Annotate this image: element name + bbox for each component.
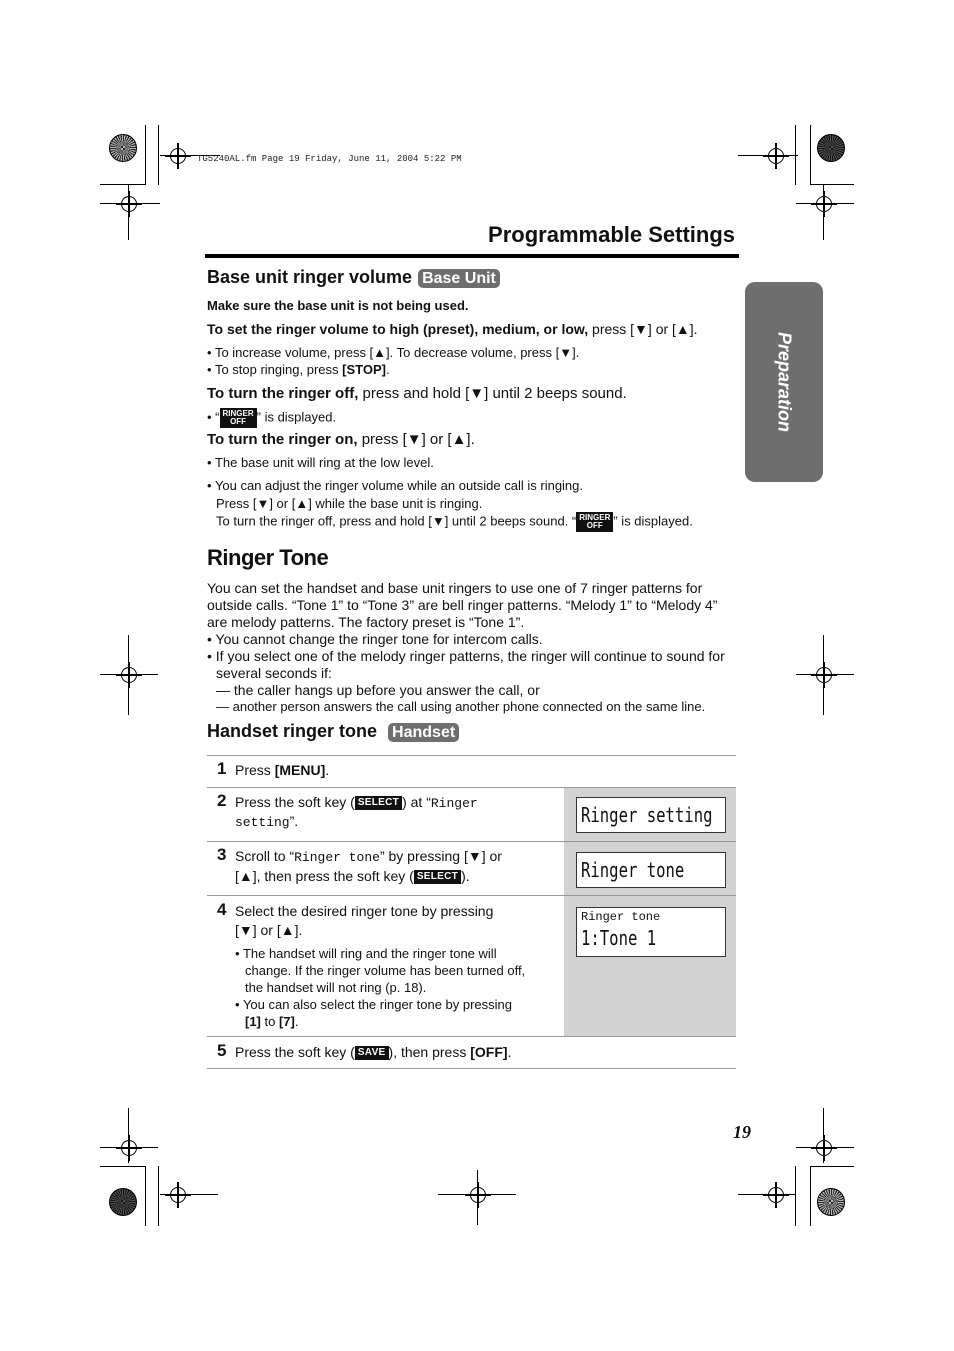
step-4-text-cont: [▼] or [▲]. <box>235 922 303 938</box>
display-line: Ringer tone <box>581 858 685 882</box>
step-4-bullet: • You can also select the ringer tone by pressing <box>235 997 513 1012</box>
heading-text: Base unit ringer volume <box>207 267 413 287</box>
ringer-off-display-icon <box>220 408 257 428</box>
step-2-text <box>235 793 478 813</box>
text: ”. <box>289 813 299 829</box>
ringer-off-display-icon <box>576 512 613 532</box>
text: ), then press <box>388 1044 467 1060</box>
text: Press <box>235 762 271 778</box>
ringer-tone-para-line: are melody patterns. The factory preset is “Tone 1”. <box>207 614 525 630</box>
bullet-adjust: • You can adjust the ringer volume while an outside call is ringing. <box>207 478 584 493</box>
bullet-text: You can adjust the ringer volume while an outside call is ringing. <box>214 478 584 493</box>
title-rule <box>205 254 739 258</box>
text: ” is displayed. <box>613 513 693 529</box>
registration-mark-icon <box>768 1187 784 1203</box>
bullet-stop: • To stop ringing, press [STOP]. <box>207 362 390 377</box>
icon-line: OFF <box>586 521 603 530</box>
display-line-small: Ringer tone <box>581 910 661 924</box>
bullet-text: You cannot change the ringer tone for intercom calls. <box>215 631 543 647</box>
text: ” by pressing [▼] or <box>379 848 502 864</box>
registration-dial-icon <box>109 134 137 162</box>
instruction-rest: press [▼] or [▲]. <box>361 431 475 448</box>
step-1-text <box>235 761 329 779</box>
bullet-text: If you select one of the melody ringer patterns, the ringer will continue to sound for <box>215 648 725 664</box>
bullet-melody: • If you select one of the melody ringer patterns, the ringer will continue to sound for <box>207 648 725 664</box>
off-key: [OFF] <box>470 1044 508 1060</box>
lcd-text: setting <box>235 815 290 830</box>
text: Scroll to “ <box>235 848 295 864</box>
step-number: 2 <box>217 791 227 810</box>
adjust-line-2: Press [▼] or [▲] while the base unit is ringing. <box>216 496 483 511</box>
bullet-low-level: • The base unit will ring at the low level. <box>207 455 434 470</box>
bullet-text: You can also select the ringer tone by pressing <box>242 997 513 1012</box>
registration-mark-icon <box>816 196 832 212</box>
step-number: 4 <box>217 900 227 919</box>
step-5-text <box>235 1043 511 1061</box>
step-4-bullet-cont: the handset will not ring (p. 18). <box>245 980 427 995</box>
adjust-line-3 <box>216 512 693 532</box>
handset-ringer-heading <box>207 721 459 742</box>
dash-item: — the caller hangs up before you answer the call, or <box>216 682 540 698</box>
select-softkey-icon: SELECT <box>414 870 461 884</box>
registration-mark-icon <box>121 196 137 212</box>
instruction-rest: press [▼] or [▲]. <box>592 321 698 337</box>
instruction-bold: To turn the ringer on, <box>207 431 358 448</box>
page-title: Programmable Settings <box>488 222 735 247</box>
step-3-text <box>235 847 502 867</box>
step-4-bullet: • The handset will ring and the ringer tone will <box>235 946 497 961</box>
text: Press the soft key ( <box>235 794 355 810</box>
dash-item: — another person answers the call using another phone connected on the same line. <box>216 699 706 714</box>
bullet-ringer-off-displayed: • “ RINGER OFF ” is displayed. <box>207 409 337 426</box>
text: ). <box>461 868 470 884</box>
text: . <box>325 762 330 778</box>
step-4-text: Select the desired ringer tone by pressing <box>235 903 494 919</box>
bullet-text: To increase volume, press [▲]. To decrease volume, press [▼]. <box>214 345 580 360</box>
text: . <box>294 1014 299 1029</box>
handset-badge: Handset <box>388 723 459 742</box>
row-rule <box>207 841 736 842</box>
select-softkey-icon: SELECT <box>355 796 402 810</box>
set-volume-instruction <box>207 320 698 338</box>
handset-display <box>576 907 726 957</box>
registration-mark-icon <box>121 1140 137 1156</box>
step-4-bullet-cont <box>245 1013 298 1030</box>
section-tab-label: Preparation <box>774 331 795 433</box>
print-header: TG5240AL.fm Page 19 Friday, June 11, 2004 5:22 PM <box>197 154 462 164</box>
stop-key: [STOP] <box>342 362 386 377</box>
step-number: 3 <box>217 845 227 864</box>
row-rule <box>207 787 736 788</box>
page-number: 19 <box>733 1122 751 1142</box>
text: . <box>507 1044 512 1060</box>
save-softkey-icon: SAVE <box>355 1046 389 1060</box>
handset-display <box>576 852 726 888</box>
ringer-tone-para-line: outside calls. “Tone 1” to “Tone 3” are bell ringer patterns. “Melody 1” to “Melody 4” <box>207 597 718 613</box>
registration-mark-icon <box>121 667 137 683</box>
icon-line: RINGER <box>222 409 254 418</box>
bullet-text: The handset will ring and the ringer tone will <box>242 946 497 961</box>
registration-mark-icon <box>816 1140 832 1156</box>
registration-dial-icon <box>109 1188 137 1216</box>
key-1: [1] <box>245 1014 261 1029</box>
bullet-text: The base unit will ring at the low level. <box>214 455 434 470</box>
make-sure-note: Make sure the base unit is not being used. <box>207 298 469 313</box>
registration-dial-icon <box>817 134 845 162</box>
instruction-bold: To turn the ringer off, <box>207 385 359 402</box>
text: Press the soft key ( <box>235 1044 355 1060</box>
bullet-intercom: • You cannot change the ringer tone for intercom calls. <box>207 631 543 647</box>
ringer-off-instruction <box>207 384 627 403</box>
row-rule <box>207 755 736 756</box>
instruction-rest: press and hold [▼] until 2 beeps sound. <box>362 385 627 402</box>
section-tab <box>745 282 823 482</box>
bullet-melody-cont: several seconds if: <box>216 665 332 681</box>
lcd-text: Ringer <box>430 796 478 811</box>
registration-mark-icon <box>170 148 186 164</box>
registration-mark-icon <box>768 148 784 164</box>
row-rule <box>207 1068 736 1069</box>
registration-mark-icon <box>816 667 832 683</box>
ringer-tone-heading: Ringer Tone <box>207 545 329 570</box>
instruction-bold: To set the ringer volume to high (preset), medium, or low, <box>207 321 589 337</box>
step-number: 1 <box>217 759 227 778</box>
step-3-text-cont <box>235 867 470 885</box>
base-unit-badge: Base Unit <box>418 269 500 288</box>
text: [▲], then press the soft key ( <box>235 868 414 884</box>
lcd-text: Ringer tone <box>294 850 380 865</box>
step-2-text-cont <box>235 812 298 832</box>
icon-line: OFF <box>230 417 247 426</box>
key-7: [7] <box>278 1014 295 1029</box>
bullet-text: To stop ringing, press <box>214 362 339 377</box>
heading-text: Handset ringer tone <box>207 721 378 741</box>
row-rule <box>207 895 736 896</box>
step-4-bullet-cont: change. If the ringer volume has been turned off, <box>245 963 526 978</box>
text: to <box>260 1014 279 1029</box>
registration-dial-icon <box>817 1188 845 1216</box>
display-line-big: 1:Tone 1 <box>581 926 657 950</box>
menu-key: [MENU] <box>274 762 326 778</box>
text: ) at “ <box>402 794 431 810</box>
base-ringer-heading <box>207 267 500 288</box>
ringer-tone-para-line: You can set the handset and base unit ringers to use one of 7 ringer patterns for <box>207 580 703 596</box>
ringer-on-instruction <box>207 430 475 449</box>
handset-display <box>576 797 726 833</box>
display-line: Ringer setting <box>581 803 713 827</box>
bullet-increase: • To increase volume, press [▲]. To decrease volume, press [▼]. <box>207 345 580 360</box>
registration-mark-icon <box>170 1187 186 1203</box>
step-number: 5 <box>217 1041 227 1060</box>
text: To turn the ringer off, press and hold [▼] until 2 beeps sound. “ <box>216 513 577 529</box>
icon-line: RINGER <box>579 513 611 522</box>
row-rule <box>207 1036 736 1037</box>
registration-mark-icon <box>470 1187 486 1203</box>
bullet-text: ” is displayed. <box>256 409 337 425</box>
